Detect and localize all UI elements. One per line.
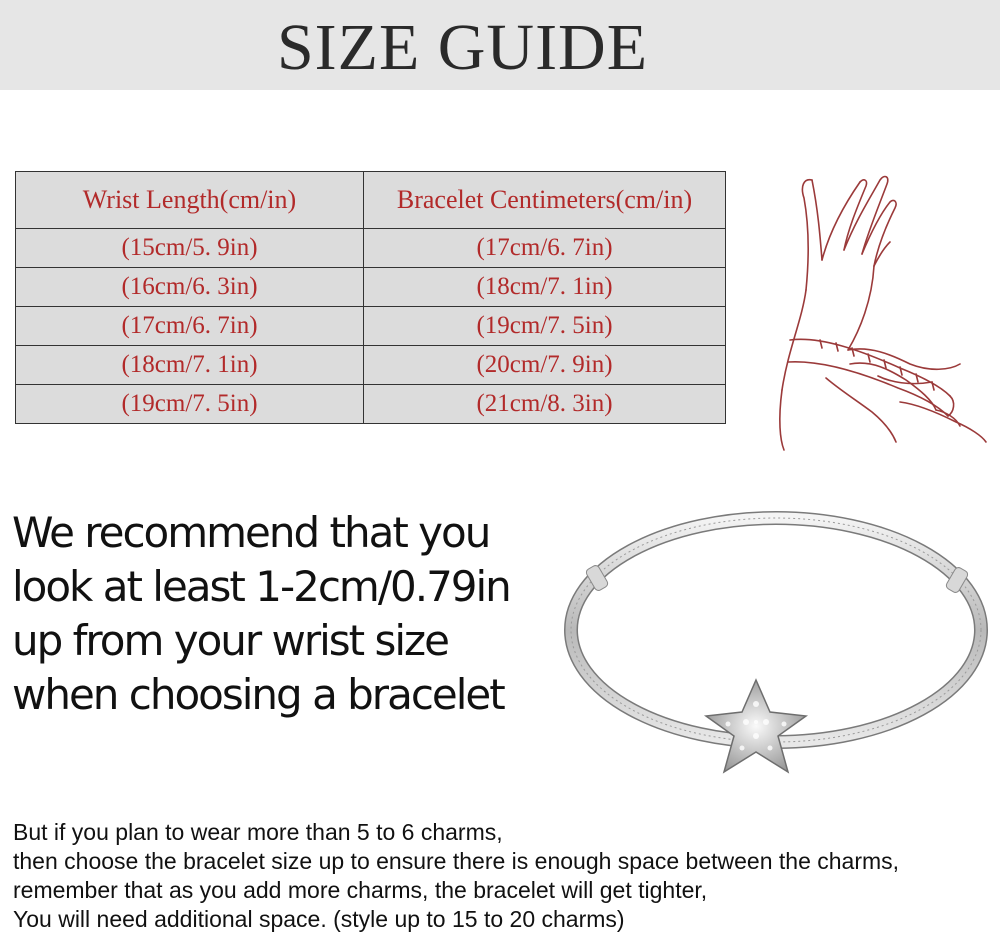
size-table: [15, 171, 726, 424]
table-cell: (17cm/6. 7in): [364, 229, 726, 268]
recommendation-text: [12, 506, 532, 722]
header-banner: [0, 0, 1000, 90]
recommendation-line: up from your wrist size: [12, 616, 448, 665]
table-row: [16, 268, 726, 307]
column-header-bracelet: Bracelet Centimeters(cm/in): [364, 172, 726, 229]
note-line: then choose the bracelet size up to ensure there is enough space between the charms,: [13, 848, 900, 874]
table-row: [16, 385, 726, 424]
table-cell: (18cm/7. 1in): [364, 268, 726, 307]
table-cell: (17cm/6. 7in): [16, 307, 364, 346]
table-row: [16, 229, 726, 268]
recommendation-line: We recommend that you: [12, 508, 490, 557]
charms-note: [13, 818, 998, 934]
table-cell: (15cm/5. 9in): [16, 229, 364, 268]
bracelet-image: [556, 490, 996, 780]
note-line: But if you plan to wear more than 5 to 6 charms,: [13, 819, 503, 845]
table-cell: (20cm/7. 9in): [364, 346, 726, 385]
table-cell: (19cm/7. 5in): [364, 307, 726, 346]
note-line: remember that as you add more charms, the bracelet will get tighter,: [13, 877, 708, 903]
note-line: You will need additional space. (style up to 15 to 20 charms): [13, 906, 625, 932]
hand-measuring-wrist-drawing: [760, 150, 1000, 470]
recommendation-line: when choosing a bracelet: [12, 670, 504, 719]
table-cell: (19cm/7. 5in): [16, 385, 364, 424]
table-row: [16, 346, 726, 385]
recommendation-line: look at least 1-2cm/0.79in: [12, 562, 510, 611]
column-header-wrist: Wrist Length(cm/in): [16, 172, 364, 229]
table-cell: (18cm/7. 1in): [16, 346, 364, 385]
table-header-row: [16, 172, 726, 229]
table-row: [16, 307, 726, 346]
table-cell: (21cm/8. 3in): [364, 385, 726, 424]
table-cell: (16cm/6. 3in): [16, 268, 364, 307]
page-title: SIZE GUIDE: [276, 11, 649, 84]
